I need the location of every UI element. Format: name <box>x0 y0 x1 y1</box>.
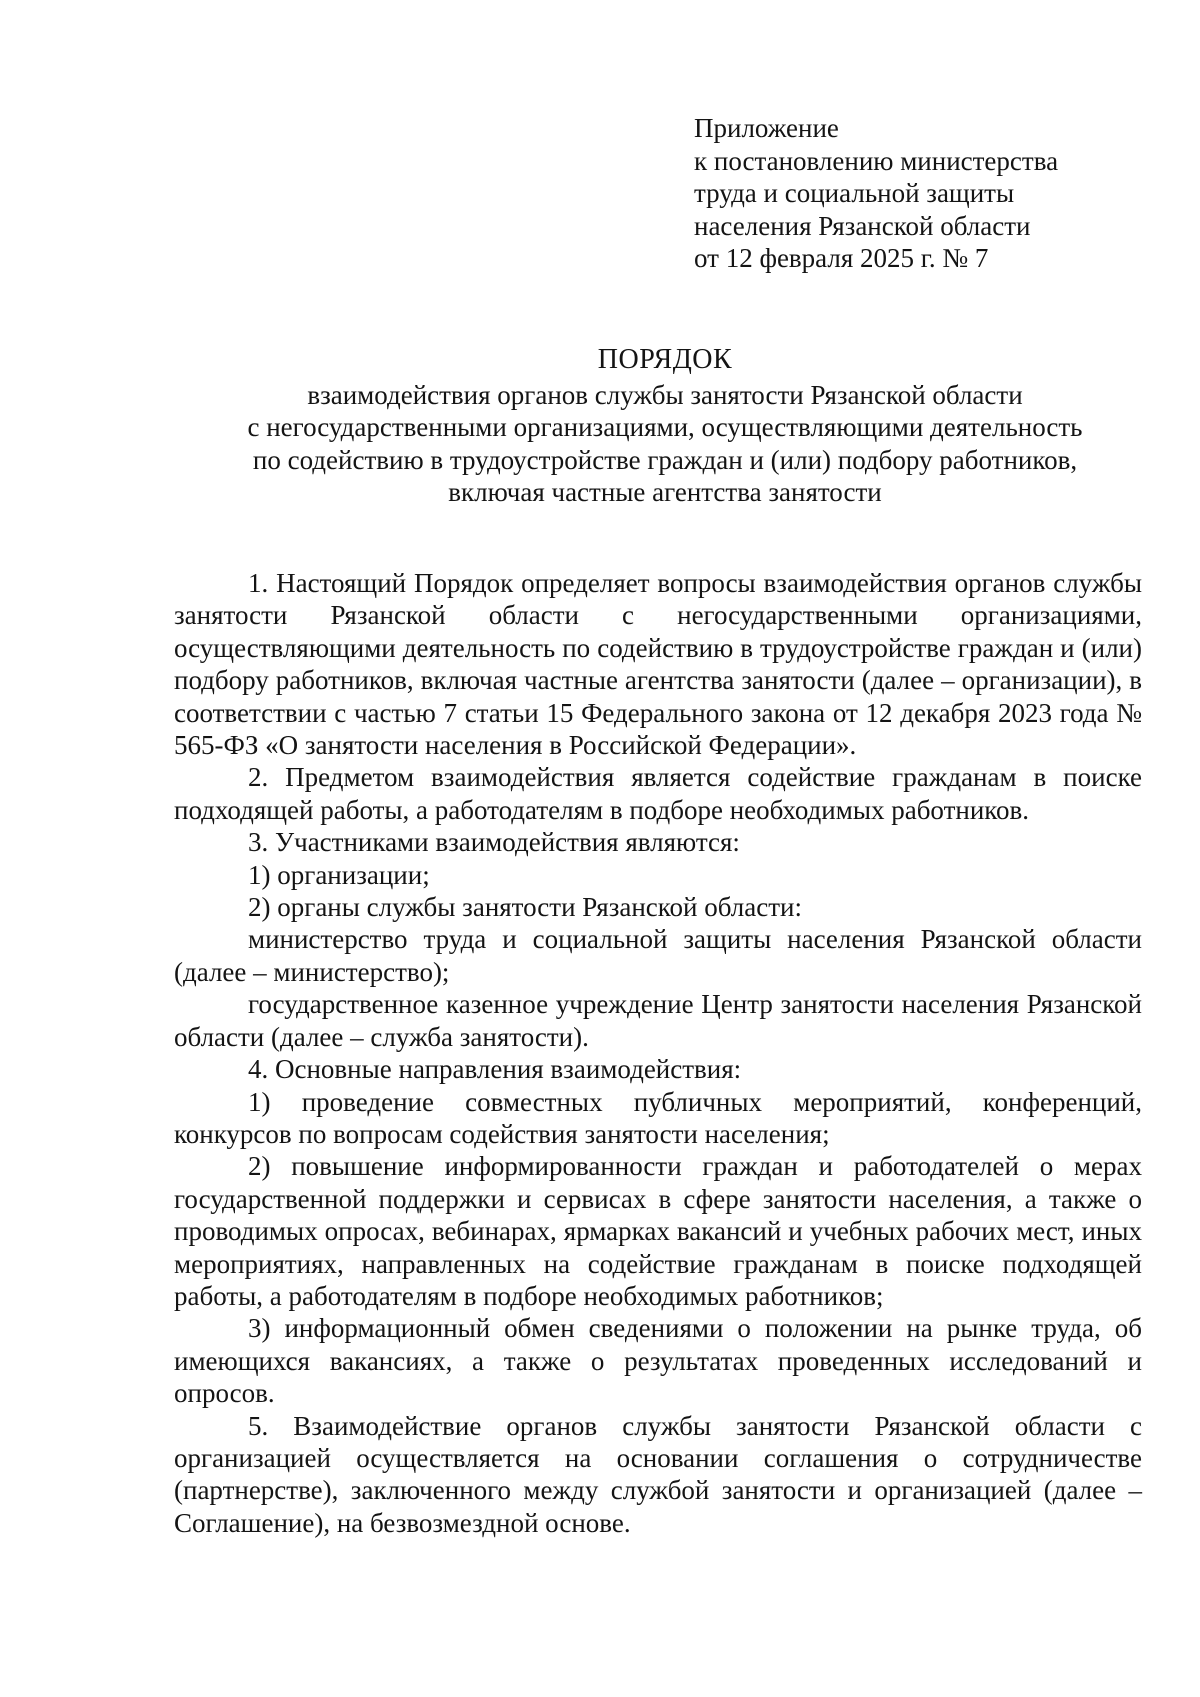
document-subtitle-line: включая частные агентства занятости <box>448 477 882 507</box>
appendix-line: к постановлению министерства <box>694 145 1059 176</box>
appendix-line: населения Рязанской области <box>694 210 1031 241</box>
document-heading <box>170 344 1160 509</box>
paragraph: 1) проведение совместных публичных мероприятий, конференций, конкурсов по вопросам содействия занятости населения; <box>174 1086 1142 1149</box>
paragraph: 3. Участниками взаимодействия являются: <box>248 827 740 858</box>
document-subtitle-line: взаимодействия органов службы занятости Рязанской области <box>307 379 1023 410</box>
paragraph: 3) информационный обмен сведениями о положении на рынке труда, об имеющихся вакансиях, а также о результатах проведенных исследований и опросов. <box>174 1313 1142 1409</box>
paragraph: 2) повышение информированности граждан и работодателей о мерах государственной поддержки и сервисах в сфере занятости населения, а также о проводимых опросах, вебинарах, ярмарках вакансий и учебных рабочих мест, иных мероприятиях, направленных на содействие гражданам в поиске подходящей работы, а работодателям в подборе необходимых работников; <box>174 1151 1142 1311</box>
document-body <box>174 567 1142 1539</box>
paragraph: 2. Предметом взаимодействия является содействие гражданам в поиске подходящей работы, а работодателям в подборе необходимых работников. <box>174 762 1142 825</box>
appendix-block <box>694 112 1058 275</box>
paragraph: 2) органы службы занятости Рязанской области: <box>248 892 802 923</box>
paragraph: министерство труда и социальной защиты населения Рязанской области (далее – министерство); <box>174 924 1142 987</box>
paragraph: 5. Взаимодействие органов службы занятости Рязанской области с организацией осуществляется на основании соглашения о сотрудничестве (партнерстве), заключенного между службой занятости и организацией (далее – Соглашение), на безвозмездной основе. <box>174 1410 1142 1538</box>
document-subtitle-line: по содействию в трудоустройстве граждан и (или) подбору работников, <box>252 444 1078 475</box>
appendix-line: труда и социальной защиты <box>694 178 1015 208</box>
paragraph: 1. Настоящий Порядок определяет вопросы взаимодействия органов службы занятости Рязанской области с негосударственными организациями, осуществляющими деятельность по содействию в трудоустройстве граждан и (или) подбору работников, включая частные агентства занятости (далее – организации), в соответствии с частью 7 статьи 15 Федерального закона от 12 декабря 2023 года № 565-ФЗ «О занятости населения в Российской Федерации». <box>174 568 1142 761</box>
paragraph: 1) организации; <box>248 859 430 890</box>
appendix-line: от 12 февраля 2025 г. № 7 <box>694 243 989 273</box>
document-title: ПОРЯДОК <box>597 344 733 375</box>
paragraph: государственное казенное учреждение Центр занятости населения Рязанской области (далее – служба занятости). <box>174 989 1142 1052</box>
appendix-line: Приложение <box>694 113 839 143</box>
paragraph: 4. Основные направления взаимодействия: <box>248 1054 742 1085</box>
document-subtitle-line: с негосударственными организациями, осуществляющими деятельность <box>247 412 1083 442</box>
